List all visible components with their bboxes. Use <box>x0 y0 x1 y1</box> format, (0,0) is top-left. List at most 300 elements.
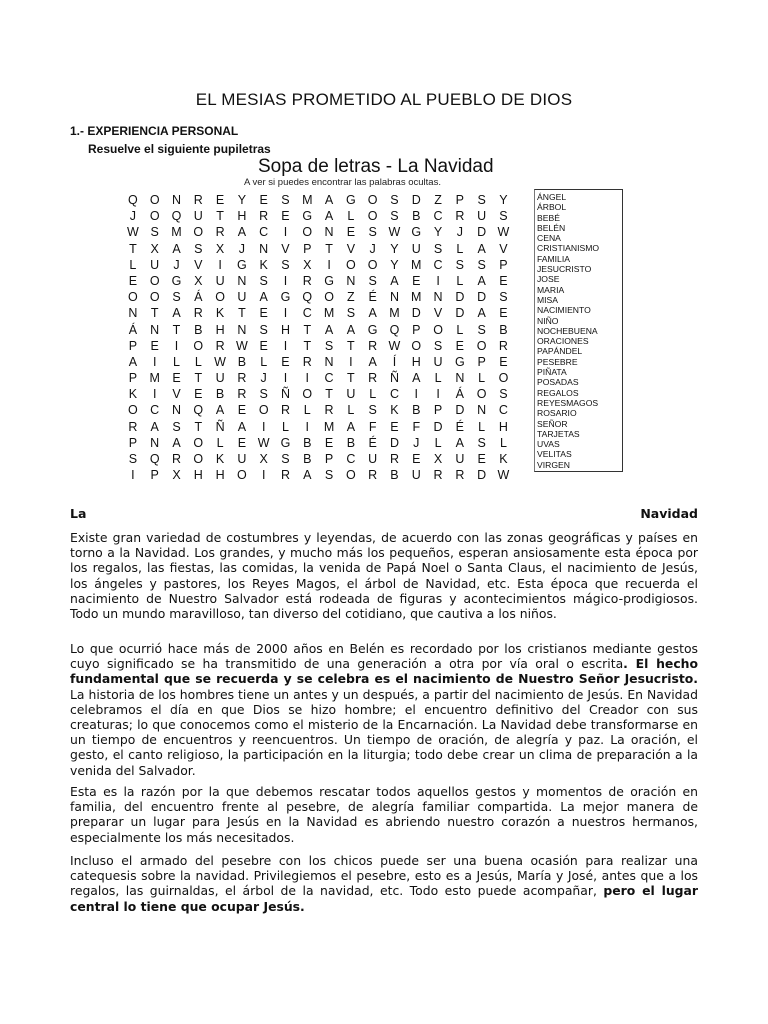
grid-letter: Á <box>128 322 138 337</box>
grid-letter: I <box>283 338 288 353</box>
grid-letter: O <box>193 452 204 466</box>
grid-letter: R <box>302 273 312 288</box>
grid-letter: O <box>367 209 378 224</box>
grid-letter: J <box>129 209 137 224</box>
grid-letter: H <box>193 468 203 483</box>
grid-letter: X <box>259 452 268 466</box>
grid-letter: D <box>455 403 465 418</box>
grid-letter: S <box>390 209 399 224</box>
word-list-item: CRISTIANISMO <box>537 243 600 254</box>
grid-letter: O <box>324 290 334 305</box>
grid-letter: S <box>259 273 268 288</box>
grid-letter: Q <box>128 193 138 207</box>
grid-letter: I <box>283 306 288 321</box>
grid-letter: A <box>303 468 312 483</box>
grid-letter: H <box>498 419 508 434</box>
grid-letter: M <box>411 290 422 305</box>
grid-letter: O <box>302 225 313 240</box>
grid-letter: A <box>368 306 377 321</box>
grid-letter: U <box>477 209 487 224</box>
grid-letter: R <box>302 354 312 369</box>
grid-letter: S <box>477 322 486 337</box>
grid-letter: Í <box>392 354 397 369</box>
grid-letter: T <box>129 241 137 256</box>
grid-letter: I <box>283 225 288 240</box>
grid-letter: V <box>499 241 508 256</box>
grid-letter: S <box>324 338 334 353</box>
grid-letter: S <box>368 225 377 240</box>
grid-letter: G <box>454 354 465 369</box>
grid-letter: N <box>433 290 443 305</box>
grid-letter: Q <box>389 322 400 337</box>
grid-letter: L <box>434 435 442 450</box>
grid-letter: S <box>499 387 508 402</box>
grid-letter: I <box>131 468 135 483</box>
grid-letter: N <box>346 273 356 288</box>
grid-letter: E <box>324 435 334 450</box>
grid-letter: R <box>455 209 465 224</box>
grid-letter: R <box>498 338 508 353</box>
grid-letter: O <box>193 338 204 353</box>
grid-letter: Z <box>434 193 442 207</box>
grid-letter: A <box>172 435 181 450</box>
grid-letter: S <box>499 290 508 305</box>
grid-letter: N <box>171 403 181 418</box>
grid-letter: A <box>128 354 138 369</box>
paragraph-4-text-a: Incluso el armado del pesebre con los chicos puede ser una buena ocasión para realizar una catequesis sobre la navidad. Privilegiemos el pesebre, esto es a Jesús, María y José, antes que a los regalos, las guirnaldas, el árbol de la navidad, etc. Todo esto puede acompañar, <box>70 853 698 899</box>
grid-letter: É <box>455 419 465 434</box>
grid-letter: T <box>238 306 246 321</box>
grid-letter: N <box>389 290 399 305</box>
grid-letter: X <box>433 452 443 466</box>
grid-letter: P <box>324 452 334 466</box>
grid-letter: B <box>303 435 312 450</box>
grid-letter: L <box>478 419 486 434</box>
grid-letter: U <box>215 371 225 386</box>
word-list-item: REGALOS <box>537 387 579 398</box>
instruction-text: Resuelve el siguiente pupiletras <box>88 142 271 156</box>
word-list-item: VELITAS <box>537 449 572 460</box>
grid-letter: S <box>172 290 181 305</box>
grid-letter: T <box>216 209 224 224</box>
grid-letter: T <box>303 322 312 337</box>
grid-letter: G <box>346 193 356 207</box>
grid-letter: C <box>389 387 399 402</box>
word-list-item: NOCHEBUENA <box>537 325 598 336</box>
grid-letter: T <box>347 338 355 353</box>
paragraph-2 <box>70 641 698 778</box>
grid-letter: N <box>455 371 465 386</box>
grid-letter: A <box>237 419 247 434</box>
grid-letter: K <box>128 387 138 402</box>
grid-letter: R <box>455 468 465 483</box>
grid-letter: L <box>173 354 180 369</box>
grid-letter: O <box>149 290 160 305</box>
grid-letter: O <box>193 225 204 240</box>
grid-letter: K <box>390 403 399 418</box>
word-list-item: NACIMIENTO <box>537 305 591 316</box>
grid-letter: Y <box>237 193 247 207</box>
grid-letter: O <box>346 257 356 272</box>
grid-letter: R <box>324 403 334 418</box>
grid-letter: C <box>150 403 160 418</box>
grid-letter: Q <box>149 452 160 466</box>
grid-letter: N <box>171 193 181 207</box>
grid-letter: I <box>152 387 157 402</box>
grid-letter: R <box>171 452 181 466</box>
grid-letter: E <box>499 354 508 369</box>
grid-letter: G <box>324 273 334 288</box>
word-search-title: Sopa de letras - La Navidad <box>258 156 494 177</box>
grid-letter: P <box>150 468 159 483</box>
grid-letter: R <box>237 371 247 386</box>
grid-letter: B <box>237 354 247 369</box>
subheading-right: Navidad <box>640 506 698 521</box>
grid-letter: W <box>497 468 510 483</box>
word-list-item: ORACIONES <box>537 336 589 347</box>
grid-letter: A <box>215 403 225 418</box>
grid-letter: N <box>128 306 138 321</box>
word-search-grid <box>122 192 514 483</box>
grid-letter: U <box>215 273 225 288</box>
grid-letter: Ñ <box>215 419 225 434</box>
grid-letter: B <box>390 468 399 483</box>
grid-letter: W <box>497 225 510 240</box>
grid-letter: W <box>388 225 401 240</box>
grid-letter: D <box>477 290 487 305</box>
grid-letter: A <box>412 371 421 386</box>
grid-letter: U <box>150 257 160 272</box>
grid-letter: S <box>172 419 181 434</box>
grid-letter: É <box>368 435 377 450</box>
grid-letter: S <box>150 225 159 240</box>
grid-letter: N <box>150 435 160 450</box>
paragraph-2-text-c: La historia de los hombres tiene un antes y un después, a partir del nacimiento de Jesús. En Navidad celebramos el día en que Dios se hizo hombre; el encuentro definitivo del Creador con sus creaturas; lo que conocemos como el misterio de la Encarnación. La Navidad debe transformarse en un tiempo de encuentros y reencuentros. Un tiempo de oración, de alegría y paz. La oración, el gesto, el canto religioso, la participación en la liturgia; todo debe crear un clima de preparación a la venida del Salvador. <box>70 686 698 778</box>
grid-letter: L <box>347 403 355 418</box>
word-list-item: MISA <box>537 294 559 305</box>
grid-letter: I <box>327 257 331 272</box>
grid-letter: M <box>149 371 160 386</box>
grid-letter: W <box>388 338 401 353</box>
grid-letter: A <box>455 435 465 450</box>
word-list-item: UVAS <box>537 439 560 450</box>
subheading-left: La <box>70 506 87 521</box>
grid-letter: L <box>456 273 464 288</box>
grid-letter: E <box>412 452 421 466</box>
grid-letter: O <box>476 338 487 353</box>
grid-letter: X <box>303 257 312 272</box>
grid-letter: I <box>174 338 179 353</box>
grid-letter: L <box>129 257 137 272</box>
grid-letter: K <box>499 452 508 466</box>
grid-letter: I <box>261 468 266 483</box>
grid-letter: J <box>369 241 376 256</box>
grid-letter: F <box>412 419 421 434</box>
grid-letter: J <box>413 435 420 450</box>
word-list-item: VIRGEN <box>537 459 570 470</box>
paragraph-2-text-a: Lo que ocurrió hace más de 2000 años en Belén es recordado por los cristianos mediante gestos cuyo significado se ha transmitido de una generación a otra por vía oral o escrita <box>70 641 698 672</box>
word-list-item: ÁRBOL <box>537 202 567 213</box>
grid-letter: S <box>259 387 268 402</box>
grid-letter: O <box>215 290 225 305</box>
grid-letter: D <box>411 306 421 321</box>
grid-letter: E <box>150 338 159 353</box>
grid-letter: L <box>434 371 442 386</box>
grid-letter: Ñ <box>280 387 290 402</box>
grid-letter: I <box>305 419 310 434</box>
grid-letter: E <box>281 209 290 224</box>
grid-letter: A <box>172 241 181 256</box>
grid-letter: A <box>390 273 399 288</box>
paragraph-4 <box>70 853 698 914</box>
word-list-item: ÁNGEL <box>537 192 567 202</box>
grid-letter: C <box>346 452 356 466</box>
grid-letter: F <box>368 419 377 434</box>
grid-letter: E <box>346 225 356 240</box>
grid-letter: G <box>171 273 182 288</box>
grid-letter: D <box>477 468 487 483</box>
grid-letter: É <box>368 290 377 305</box>
grid-letter: H <box>215 468 225 483</box>
grid-letter: S <box>499 209 508 224</box>
grid-letter: Ñ <box>389 371 399 386</box>
grid-letter: L <box>499 435 507 450</box>
grid-letter: R <box>433 468 443 483</box>
grid-letter: D <box>455 290 465 305</box>
grid-letter: I <box>218 257 222 272</box>
paragraph-1: Existe gran variedad de costumbres y leyendas, de acuerdo con las zonas geográficas y países en torno a la Navidad. Los grandes, y mucho más los pequeños, esperan ansiosamente esta época por los regalos, las fiestas, las comidas, la venida de Papá Noel o Santa Claus, el nacimiento de Jesús, los ángeles y pastores, los Reyes Magos, el árbol de Navidad, etc. Esta época que recuerda el nacimiento de Nuestro Salvador está rodeada de figuras y acontecimientos mágico-prodigiosos. Todo un mundo maravilloso, tan diverso del cotidiano, que cautiva a los niños. <box>70 530 698 622</box>
grid-letter: M <box>323 419 335 434</box>
word-list-item: CENA <box>537 233 561 244</box>
grid-letter: S <box>259 322 268 337</box>
grid-letter: S <box>194 241 203 256</box>
grid-letter: L <box>282 419 289 434</box>
grid-letter: K <box>259 257 268 272</box>
grid-letter: J <box>238 241 245 256</box>
grid-letter: B <box>303 452 312 466</box>
grid-letter: D <box>411 193 421 207</box>
grid-letter: E <box>172 371 181 386</box>
grid-letter: P <box>128 435 138 450</box>
grid-letter: V <box>281 241 290 256</box>
grid-letter: O <box>367 193 378 207</box>
grid-letter: W <box>235 338 248 353</box>
grid-letter: D <box>455 306 465 321</box>
grid-letter: O <box>149 209 160 224</box>
word-list-item: REYESMAGOS <box>537 397 599 408</box>
grid-letter: P <box>128 371 138 386</box>
grid-letter: S <box>368 273 377 288</box>
page-title: EL MESIAS PROMETIDO AL PUEBLO DE DIOS <box>195 90 573 109</box>
grid-letter: E <box>499 273 508 288</box>
grid-letter: O <box>128 290 138 305</box>
grid-letter: N <box>324 225 334 240</box>
grid-letter: R <box>280 468 290 483</box>
grid-letter: O <box>237 468 247 483</box>
grid-letter: U <box>368 452 378 466</box>
word-list-item: NIÑO <box>537 315 559 326</box>
grid-letter: K <box>215 452 225 466</box>
grid-letter: S <box>477 193 486 207</box>
grid-letter: A <box>346 322 356 337</box>
grid-letter: L <box>194 354 202 369</box>
grid-letter: L <box>216 435 224 450</box>
grid-letter: X <box>215 241 225 256</box>
grid-letter: U <box>411 468 421 483</box>
grid-letter: X <box>150 241 159 256</box>
grid-letter: P <box>303 241 312 256</box>
grid-letter: A <box>324 322 334 337</box>
grid-letter: L <box>347 209 355 224</box>
grid-letter: H <box>237 209 247 224</box>
grid-letter: I <box>436 273 440 288</box>
grid-letter: Y <box>390 257 399 272</box>
word-list-item: JOSE <box>537 274 560 285</box>
grid-letter: O <box>346 468 356 483</box>
grid-letter: Y <box>433 225 443 240</box>
grid-letter: A <box>477 241 486 256</box>
grid-letter: A <box>477 306 486 321</box>
grid-letter: A <box>477 273 486 288</box>
grid-letter: G <box>280 290 291 305</box>
grid-letter: T <box>325 387 333 402</box>
grid-letter: O <box>149 193 160 207</box>
paragraph-3: Esta es la razón por la que debemos rescatar todos aquellos gestos y momentos de oración en familia, del encuentro frente al pesebre, de alegría familiar compartida. La mejor manera de preparar un lugar para Jesús en la Navidad es abriendo nuestro corazón a nuestros hermanos, especialmente los más necesitados. <box>70 784 698 845</box>
grid-letter: A <box>368 354 377 369</box>
grid-letter: N <box>237 322 247 337</box>
subheading <box>70 506 698 521</box>
word-list-item: PAPÁNDEL <box>537 346 583 357</box>
grid-letter: C <box>259 225 269 240</box>
grid-letter: L <box>260 354 268 369</box>
grid-letter: R <box>193 306 203 321</box>
word-list-item: ROSARIO <box>537 408 577 419</box>
grid-letter: P <box>412 322 421 337</box>
word-search-subtitle: A ver si puedes encontrar las palabras ocultas. <box>244 177 441 188</box>
grid-letter: C <box>433 257 443 272</box>
grid-letter: S <box>346 306 356 321</box>
grid-letter: L <box>456 241 464 256</box>
grid-letter: R <box>280 403 290 418</box>
word-list-item: BELÉN <box>537 222 566 233</box>
grid-letter: N <box>477 403 487 418</box>
grid-letter: A <box>172 306 181 321</box>
grid-letter: I <box>349 354 353 369</box>
grid-letter: H <box>215 322 225 337</box>
grid-letter: R <box>259 209 269 224</box>
grid-letter: U <box>237 452 247 466</box>
grid-letter: R <box>368 338 378 353</box>
grid-letter: C <box>324 371 334 386</box>
grid-letter: P <box>455 193 465 207</box>
grid-letter: X <box>194 273 203 288</box>
word-list-box <box>534 189 623 472</box>
grid-letter: C <box>302 306 312 321</box>
section-heading: 1.- EXPERIENCIA PERSONAL <box>70 124 239 138</box>
word-list-item: PIÑATA <box>537 367 567 378</box>
grid-letter: A <box>346 419 356 434</box>
word-list-item: TARJETAS <box>537 428 580 439</box>
grid-letter: O <box>258 403 269 418</box>
grid-letter: A <box>324 193 334 207</box>
grid-letter: V <box>433 306 443 321</box>
grid-letter: Á <box>455 387 465 402</box>
grid-letter: O <box>149 273 160 288</box>
grid-letter: Z <box>347 290 355 305</box>
grid-letter: P <box>128 338 138 353</box>
grid-letter: M <box>171 225 182 240</box>
word-list-item: PESEBRE <box>537 356 578 367</box>
grid-letter: P <box>433 403 443 418</box>
grid-letter: O <box>302 387 313 402</box>
paragraph-2-bold: . El hecho fundamental que se recuerda y se celebra es el nacimiento de Nuestro Señor Jesucristo. <box>70 656 699 687</box>
grid-letter: B <box>412 209 421 224</box>
grid-letter: U <box>455 452 465 466</box>
word-list-item: FAMILIA <box>537 253 570 264</box>
grid-letter: J <box>456 225 463 240</box>
grid-letter: B <box>412 403 421 418</box>
grid-letter: O <box>411 338 422 353</box>
grid-letter: R <box>215 338 225 353</box>
grid-letter: L <box>456 322 464 337</box>
grid-letter: V <box>346 241 356 256</box>
grid-letter: D <box>477 225 487 240</box>
word-list-item: POSADAS <box>537 377 579 388</box>
grid-letter: M <box>302 193 313 207</box>
grid-letter: G <box>280 435 291 450</box>
grid-letter: A <box>259 290 268 305</box>
grid-letter: E <box>259 338 268 353</box>
grid-letter: P <box>499 257 508 272</box>
grid-letter: J <box>260 371 267 386</box>
grid-letter: S <box>455 257 465 272</box>
grid-letter: R <box>128 419 138 434</box>
paragraph-4-bold: pero el lugar central lo tiene que ocupar Jesús. <box>70 883 698 914</box>
grid-letter: O <box>367 257 378 272</box>
grid-letter: O <box>128 403 138 418</box>
grid-letter: A <box>324 209 334 224</box>
grid-letter: N <box>259 241 269 256</box>
grid-letter: D <box>389 435 399 450</box>
grid-letter: S <box>433 241 443 256</box>
grid-letter: S <box>368 403 377 418</box>
grid-letter: E <box>455 338 465 353</box>
grid-letter: Á <box>194 290 203 305</box>
grid-letter: N <box>150 322 160 337</box>
grid-letter: G <box>367 322 378 337</box>
grid-letter: E <box>128 273 138 288</box>
grid-letter: O <box>498 371 509 386</box>
grid-letter: Y <box>499 193 508 207</box>
grid-letter: I <box>436 387 440 402</box>
grid-letter: T <box>172 322 181 337</box>
grid-letter: E <box>477 452 486 466</box>
grid-letter: I <box>305 371 310 386</box>
grid-letter: R <box>215 225 225 240</box>
grid-letter: T <box>194 371 203 386</box>
grid-letter: H <box>411 354 421 369</box>
grid-letter: E <box>390 419 399 434</box>
grid-letter: B <box>499 322 508 337</box>
grid-letter: S <box>281 193 290 207</box>
grid-letter: G <box>302 209 313 224</box>
grid-letter: I <box>283 273 288 288</box>
grid-letter: S <box>281 452 290 466</box>
grid-letter: V <box>194 257 203 272</box>
grid-letter: W <box>126 225 139 240</box>
grid-letter: I <box>414 387 418 402</box>
grid-letter: Q <box>302 290 313 305</box>
